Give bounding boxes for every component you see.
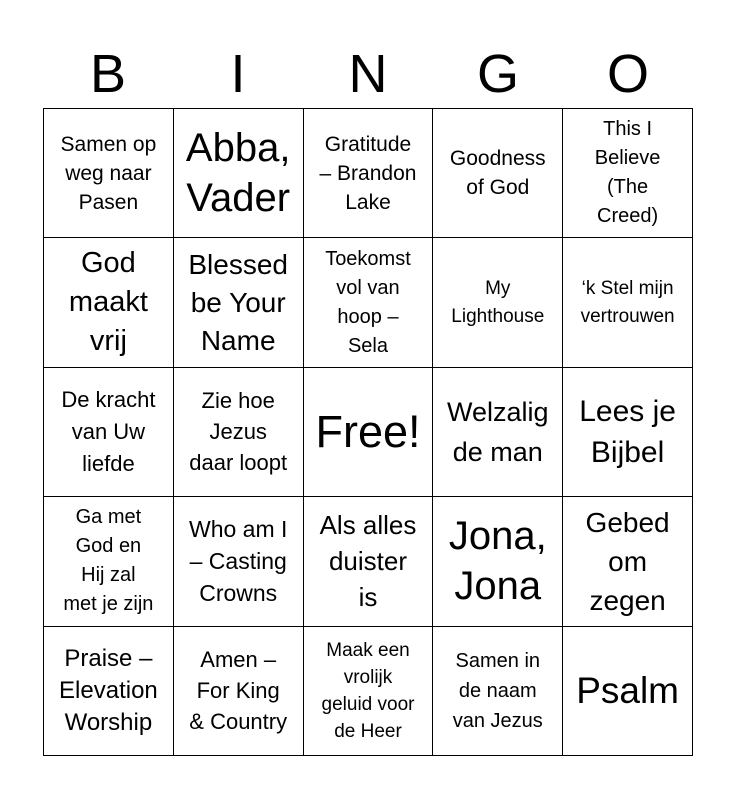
bingo-cell[interactable] <box>44 238 174 367</box>
header-letter-g: G <box>476 44 519 104</box>
cell-text: Blessed be Your Name <box>188 248 288 356</box>
bingo-cell[interactable] <box>433 368 563 497</box>
bingo-cell[interactable] <box>304 497 434 626</box>
cell-text: ‘k Stel mijn vertrouwen <box>580 277 675 327</box>
bingo-cell[interactable] <box>44 627 174 756</box>
header-letter-b: B <box>89 44 127 104</box>
cell-text: Zie hoe Jezus daar loopt <box>189 388 288 476</box>
cell-text: This I Believe (The Creed) <box>594 118 661 228</box>
cell-text: Lees je Bijbel <box>579 394 676 469</box>
header-letter-o: O <box>606 44 649 104</box>
cell-text: Amen – For King & Country <box>189 647 288 735</box>
bingo-cell[interactable] <box>304 109 434 238</box>
bingo-cell[interactable] <box>563 238 693 367</box>
cell-text: Welzalig de man <box>447 396 549 467</box>
bingo-cell[interactable] <box>174 109 304 238</box>
bingo-cell[interactable] <box>174 368 304 497</box>
cell-text: Goodness of God <box>449 147 546 200</box>
bingo-cell[interactable] <box>433 497 563 626</box>
bingo-cell[interactable] <box>174 627 304 756</box>
cell-text: Ga met God en Hij zal met je zijn <box>63 506 154 616</box>
cell-text: De kracht van Uw liefde <box>61 386 156 476</box>
cell-text: Als alles duister is <box>319 510 417 613</box>
cell-text: God maakt vrij <box>68 247 148 358</box>
bingo-cell[interactable] <box>304 627 434 756</box>
cell-text: Psalm <box>576 669 679 711</box>
bingo-cell[interactable] <box>44 497 174 626</box>
header-letter-i: I <box>230 44 246 104</box>
bingo-header <box>43 40 693 108</box>
cell-text: Abba, Vader <box>185 126 291 221</box>
free-space[interactable] <box>304 368 434 497</box>
cell-text: Praise – Elevation Worship <box>59 644 158 736</box>
bingo-cell[interactable] <box>174 497 304 626</box>
cell-text: Maak een vrolijk geluid voor de Heer <box>321 639 415 742</box>
bingo-cell[interactable] <box>174 238 304 367</box>
cell-text: Toekomst vol van hoop – Sela <box>325 247 411 357</box>
bingo-cell[interactable] <box>433 109 563 238</box>
cell-text: Who am I – Casting Crowns <box>188 516 288 607</box>
cell-text: Samen op weg naar Pasen <box>60 132 157 214</box>
bingo-cell[interactable] <box>44 368 174 497</box>
bingo-cell[interactable] <box>563 497 693 626</box>
bingo-cell[interactable] <box>433 238 563 367</box>
bingo-cell[interactable] <box>563 368 693 497</box>
bingo-cell[interactable] <box>44 109 174 238</box>
bingo-cell[interactable] <box>563 109 693 238</box>
cell-text: Samen in de naam van Jezus <box>452 649 543 732</box>
header-letter-n: N <box>348 44 388 104</box>
bingo-card <box>43 108 693 756</box>
bingo-cell[interactable] <box>433 627 563 756</box>
cell-text: Free! <box>315 405 421 457</box>
bingo-cell[interactable] <box>304 238 434 367</box>
cell-text: My Lighthouse <box>451 277 545 327</box>
cell-text: Gratitude – Brandon Lake <box>319 132 417 214</box>
cell-text: Jona, Jona <box>448 514 547 609</box>
bingo-cell[interactable] <box>563 627 693 756</box>
cell-text: Gebed om zegen <box>585 506 670 616</box>
